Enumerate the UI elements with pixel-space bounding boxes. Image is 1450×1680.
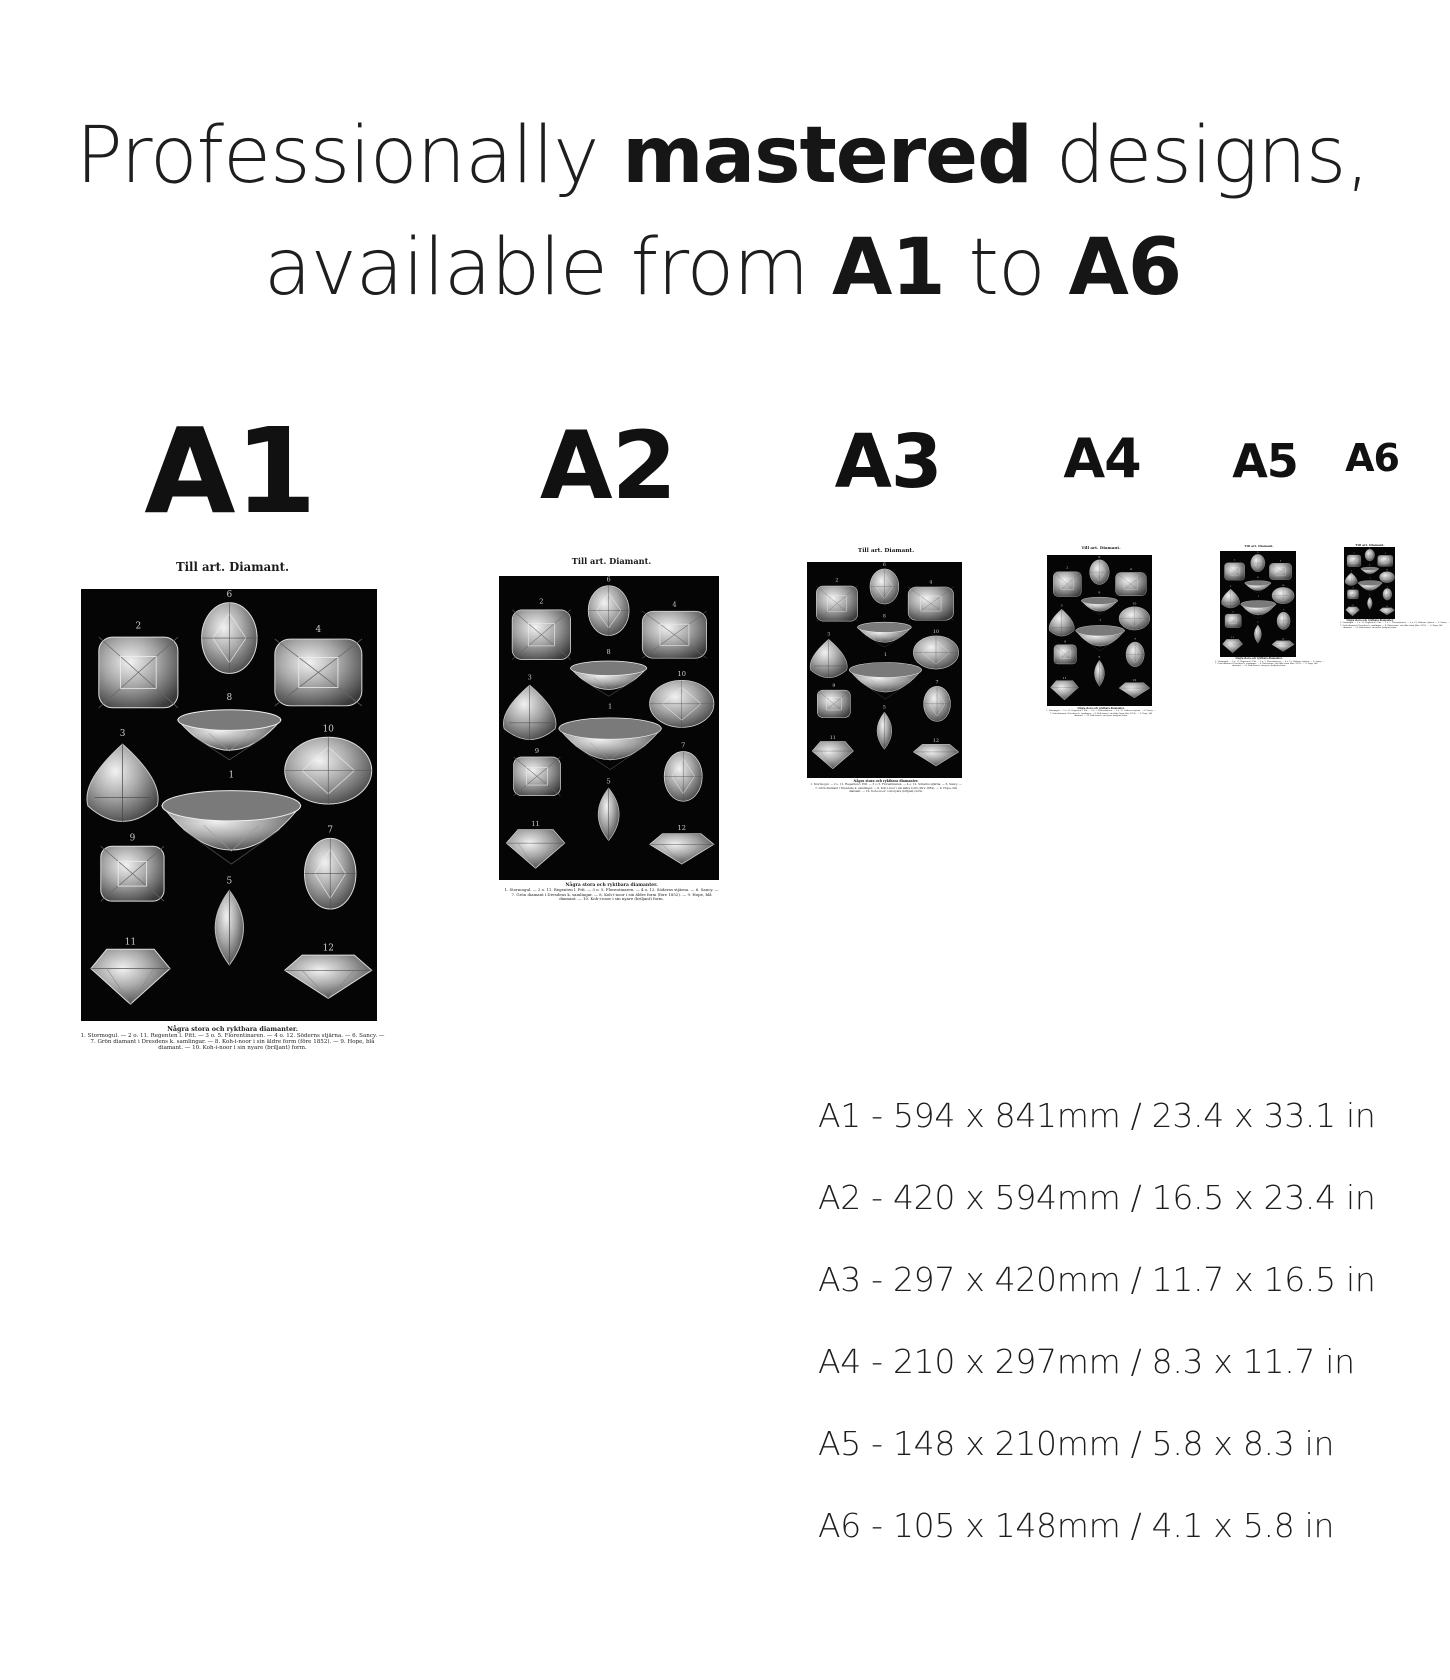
gem-number: 5 xyxy=(226,876,232,887)
gem-illustration xyxy=(1254,621,1261,643)
gem-illustration xyxy=(1054,566,1082,597)
poster-title: Till art. Diamant. xyxy=(1355,542,1385,547)
size-label-a1: A1 xyxy=(144,402,316,540)
gem-illustration xyxy=(908,580,953,621)
gem-illustration xyxy=(1272,584,1294,604)
gem-illustration xyxy=(877,705,892,749)
caption-title: Några stora och ryktbara diamanter. xyxy=(853,779,919,784)
gem-number: 2 xyxy=(135,621,141,632)
gem-number: 11 xyxy=(531,820,541,829)
caption-line: diamant. — 10. Koh-i-noor i sin nyare (briljant) form. xyxy=(1343,626,1397,629)
gem-illustration xyxy=(162,770,300,864)
gem-illustration xyxy=(87,729,158,822)
gem-illustration xyxy=(870,562,899,604)
caption-line: diamant. — 10. Koh-i-noor i sin nyare (briljant) form. xyxy=(158,1045,307,1052)
gem-number: 8 xyxy=(1257,576,1259,580)
diamond-plate-svg xyxy=(81,589,378,1021)
poster-a5 xyxy=(1215,543,1325,673)
headline-text: designs, xyxy=(1031,111,1370,201)
gem-number: 3 xyxy=(527,673,533,682)
caption-line: 1. Stormogul. — 2 o. 11. Regenten l. Pitt. — 3 o. 5. Florentinaren. — 4 o. 12. Söderns stjärna. — 6. Sancy. — xyxy=(504,887,719,893)
caption-line: 7. Grön diamant i Dresdens k. samlingar. — 8. Koh-i-noor i sin äldre form (före 1852). — 9. Hope, blå xyxy=(90,1038,375,1045)
gem-illustration xyxy=(650,670,714,727)
caption-line: 1. Stormogul. — 2 o. 11. Regenten l. Pitt. — 3 o. 5. Florentinaren. — 4 o. 12. Söderns stjärna. — 6. Sancy. — xyxy=(80,1032,385,1039)
gem-number: 4 xyxy=(929,580,933,586)
caption-line: 1. Stormogul. — 2 o. 11. Regenten l. Pitt. — 3 o. 5. Florentinaren. — 4 o. 12. Söderns stjärna. — 6. Sancy. — xyxy=(1046,710,1156,713)
gem-number: 1 xyxy=(228,770,234,781)
gem-number: 6 xyxy=(1098,555,1101,560)
gem-number: 9 xyxy=(129,833,135,844)
gem-number: 4 xyxy=(1384,554,1386,556)
gem-illustration xyxy=(1379,570,1394,583)
gem-illustration xyxy=(1345,571,1357,586)
gem-number: 2 xyxy=(1353,553,1355,555)
gem-number: 12 xyxy=(322,943,334,954)
gem-illustration xyxy=(588,576,629,636)
gem-illustration xyxy=(1367,595,1372,610)
caption-line: 7. Grön diamant i Dresdens k. samlingar. — 8. Koh-i-noor i sin äldre form (före 1852). — 9. Hope, blå xyxy=(511,891,712,897)
gem-number: 7 xyxy=(1134,637,1137,642)
gem-number: 9 xyxy=(535,747,540,755)
headline-bold-text: A1 xyxy=(831,223,945,313)
gem-number: 1 xyxy=(883,653,887,659)
gem-number: 8 xyxy=(1098,591,1101,596)
gem-illustration xyxy=(1360,565,1378,576)
gem-number: 8 xyxy=(1368,565,1370,567)
headline-bold-text: mastered xyxy=(622,111,1032,201)
gem-illustration xyxy=(284,943,371,998)
gem-number: 7 xyxy=(935,680,939,686)
gem-number: 12 xyxy=(1281,637,1285,641)
gem-number: 10 xyxy=(1385,571,1388,573)
size-spec-list xyxy=(818,1090,1418,1582)
gem-number: 1 xyxy=(608,702,613,711)
caption-line: diamant. — 10. Koh-i-noor i sin nyare (briljant) form. xyxy=(848,788,924,793)
gem-illustration xyxy=(598,778,619,841)
gem-illustration xyxy=(98,621,177,707)
poster-title: Till art. Diamant. xyxy=(1081,545,1121,551)
gem-illustration xyxy=(913,629,958,669)
caption-line: diamant. — 10. Koh-i-noor i sin nyare (briljant) form. xyxy=(1232,665,1286,668)
headline-bold-text: A6 xyxy=(1068,223,1182,313)
poster-title: Till art. Diamant. xyxy=(1244,543,1274,548)
gem-number: 11 xyxy=(1062,676,1067,681)
caption-line: 7. Grön diamant i Dresdens k. samlingar. — 8. Koh-i-noor i sin äldre form (före 1852). — 9. Hope, blå xyxy=(815,785,957,790)
gem-illustration xyxy=(1382,587,1391,601)
caption-line: diamant. — 10. Koh-i-noor i sin nyare (briljant) form. xyxy=(559,896,664,902)
poster-caption xyxy=(1040,708,1162,717)
gem-number: 7 xyxy=(1283,608,1285,612)
poster-caption xyxy=(1215,657,1325,668)
gem-number: 12 xyxy=(1385,607,1388,609)
gem-illustration xyxy=(1051,677,1079,701)
diamond-plate-svg xyxy=(1344,547,1396,619)
size-label-a6: A6 xyxy=(1345,436,1399,480)
gem-number: 7 xyxy=(327,825,333,836)
diamond-plate-illustration xyxy=(81,589,378,1021)
gem-illustration xyxy=(1076,618,1125,651)
gem-illustration xyxy=(1379,606,1394,615)
gem-number: 8 xyxy=(882,614,886,620)
gem-number: 1 xyxy=(1257,595,1260,599)
gem-number: 6 xyxy=(882,563,886,569)
size-label-a3: A3 xyxy=(834,419,942,505)
gem-illustration xyxy=(1347,553,1361,567)
gem-number: 5 xyxy=(882,706,886,712)
diamond-plate-illustration xyxy=(1344,547,1396,619)
gem-number: 10 xyxy=(1281,584,1285,587)
spec-row-a3: A3 - 297 x 420mm / 11.7 x 16.5 in xyxy=(818,1260,1376,1299)
gem-illustration xyxy=(1345,605,1359,616)
gem-illustration xyxy=(1049,604,1074,637)
gem-number: 10 xyxy=(322,724,334,735)
caption-line: 7. Grön diamant i Dresdens k. samlingar. — 8. Koh-i-noor i sin äldre form (före 1852). — 9. Hope, blå xyxy=(1049,712,1153,715)
poster-a4 xyxy=(1040,544,1162,729)
gem-number: 9 xyxy=(1352,589,1354,591)
poster-caption xyxy=(60,1026,405,1052)
caption-line: 7. Grön diamant i Dresdens k. samlingar. — 8. Koh-i-noor i sin äldre form (före 1852). — 9. Hope, blå xyxy=(1215,662,1318,665)
gem-illustration xyxy=(923,680,950,722)
gem-number: 3 xyxy=(1350,571,1352,573)
poster-title: Till art. Diamant. xyxy=(857,547,915,554)
gem-number: 2 xyxy=(835,579,839,584)
gem-illustration xyxy=(1119,602,1150,630)
gem-number: 10 xyxy=(932,630,939,636)
gem-illustration xyxy=(559,703,661,770)
gem-illustration xyxy=(215,876,243,964)
gem-number: 6 xyxy=(606,575,612,584)
gem-number: 2 xyxy=(1234,558,1236,562)
gem-illustration xyxy=(1082,591,1118,615)
gem-number: 3 xyxy=(1230,585,1232,589)
spec-row-a4: A4 - 210 x 297mm / 8.3 x 11.7 in xyxy=(818,1342,1355,1381)
gem-illustration xyxy=(1270,560,1292,580)
gem-number: 7 xyxy=(681,741,686,750)
diamond-plate-illustration xyxy=(1220,551,1296,657)
headline-text: Professionally xyxy=(75,111,623,201)
gem-number: 8 xyxy=(606,648,612,657)
gem-illustration xyxy=(1377,554,1392,567)
diamond-plate-svg xyxy=(807,562,962,777)
gem-number: 9 xyxy=(1064,640,1067,645)
caption-title: Några stora och ryktbara diamanter. xyxy=(1077,707,1125,711)
gem-illustration xyxy=(1095,655,1105,686)
gem-illustration xyxy=(1365,548,1375,562)
gem-number: 10 xyxy=(1132,602,1137,607)
caption-line: 7. Grön diamant i Dresdens k. samlingar. — 8. Koh-i-noor i sin äldre form (före 1852). — 9. Hope, blå xyxy=(1340,624,1443,627)
headline-text: available from xyxy=(263,223,832,313)
gem-number: 4 xyxy=(672,600,677,609)
gem-illustration xyxy=(643,601,707,659)
gem-number: 4 xyxy=(315,625,321,636)
headline-line-2 xyxy=(0,212,1445,324)
gem-illustration xyxy=(1347,588,1358,599)
gem-number: 5 xyxy=(606,777,612,786)
gem-number: 5 xyxy=(1257,621,1259,625)
spec-row-a6: A6 - 105 x 148mm / 4.1 x 5.8 in xyxy=(818,1506,1335,1545)
gem-illustration xyxy=(1223,636,1243,653)
gem-number: 2 xyxy=(1066,566,1069,571)
gem-illustration xyxy=(817,684,850,718)
diamond-plate-illustration xyxy=(807,562,962,777)
poster-a3 xyxy=(796,546,976,810)
gem-illustration xyxy=(514,747,561,796)
diamond-plate-illustration xyxy=(499,576,718,880)
gem-number: 11 xyxy=(829,736,836,742)
gem-number: 10 xyxy=(677,670,687,679)
poster-a6 xyxy=(1340,542,1450,630)
spec-row-a1: A1 - 594 x 841mm / 23.4 x 33.1 in xyxy=(818,1096,1376,1135)
gem-number: 5 xyxy=(1098,655,1101,660)
gem-number: 3 xyxy=(1060,603,1064,608)
poster-title: Till art. Diamant. xyxy=(571,555,652,566)
gem-illustration xyxy=(512,598,570,660)
gem-number: 6 xyxy=(1257,551,1259,554)
gem-number: 4 xyxy=(1130,567,1133,572)
gem-illustration xyxy=(507,820,565,868)
headline xyxy=(0,100,1445,324)
gem-illustration xyxy=(810,632,847,679)
gem-illustration xyxy=(1225,559,1245,580)
gem-illustration xyxy=(1358,578,1382,593)
diamond-plate-svg xyxy=(1047,555,1152,706)
diamond-plate-svg xyxy=(1220,551,1296,657)
caption-title: Några stora och ryktbara diamanter. xyxy=(1346,619,1394,623)
gem-illustration xyxy=(1245,576,1271,593)
gem-number: 7 xyxy=(1386,587,1388,589)
gem-number: 3 xyxy=(826,632,830,638)
gem-number: 11 xyxy=(1231,636,1235,640)
gem-illustration xyxy=(1126,637,1144,667)
gem-number: 11 xyxy=(124,937,136,948)
gem-number: 9 xyxy=(832,684,836,690)
gem-number: 5 xyxy=(1368,596,1370,598)
caption-title: Några stora och ryktbara diamanter. xyxy=(565,882,658,888)
gem-number: 11 xyxy=(1351,606,1354,608)
gem-number: 6 xyxy=(226,589,232,600)
gem-illustration xyxy=(1116,568,1147,597)
gem-illustration xyxy=(275,625,362,706)
diamond-plate-svg xyxy=(499,576,718,880)
gem-illustration xyxy=(913,738,958,766)
gem-illustration xyxy=(304,825,355,909)
gem-illustration xyxy=(284,724,371,804)
gem-illustration xyxy=(1222,585,1240,608)
poster-caption xyxy=(796,780,976,793)
caption-line: 1. Stormogul. — 2 o. 11. Regenten l. Pitt. — 3 o. 5. Florentinaren. — 4 o. 12. Söderns stjärna. — 6. Sancy. — xyxy=(1215,660,1325,663)
gem-illustration xyxy=(816,578,857,621)
spec-row-a2: A2 - 420 x 594mm / 16.5 x 23.4 in xyxy=(818,1178,1376,1217)
gem-illustration xyxy=(1277,609,1290,630)
spec-row-a5: A5 - 148 x 210mm / 5.8 x 8.3 in xyxy=(818,1424,1335,1463)
poster-a1 xyxy=(60,556,405,1086)
caption-line: 1. Stormogul. — 2 o. 11. Regenten l. Pitt. — 3 o. 5. Florentinaren. — 4 o. 12. Söderns stjärna. — 6. Sancy. — xyxy=(810,782,962,787)
gem-number: 12 xyxy=(932,739,939,745)
poster-caption xyxy=(484,884,739,902)
caption-title: Några stora och ryktbara diamanter. xyxy=(167,1025,298,1034)
gem-illustration xyxy=(504,674,557,740)
size-label-a2: A2 xyxy=(539,412,677,521)
caption-line: 1. Stormogul. — 2 o. 11. Regenten l. Pitt. — 3 o. 5. Florentinaren. — 4 o. 12. Söderns stjärna. — 6. Sancy. — xyxy=(1340,622,1450,625)
gem-number: 12 xyxy=(677,824,687,833)
gem-number: 1 xyxy=(1369,578,1371,580)
gem-number: 9 xyxy=(1232,610,1235,614)
size-label-a5: A5 xyxy=(1232,434,1298,488)
diamond-plate-illustration xyxy=(1047,555,1152,706)
gem-illustration xyxy=(849,652,921,699)
gem-number: 3 xyxy=(119,729,126,740)
gem-number: 2 xyxy=(539,597,544,606)
gem-illustration xyxy=(178,693,281,760)
gem-illustration xyxy=(571,648,647,696)
caption-line: diamant. — 10. Koh-i-noor i sin nyare (briljant) form. xyxy=(1074,714,1128,717)
gem-illustration xyxy=(201,590,256,674)
headline-line-1 xyxy=(0,100,1445,212)
poster-caption xyxy=(1340,619,1450,629)
size-label-a4: A4 xyxy=(1063,427,1141,490)
gem-illustration xyxy=(650,825,714,865)
gem-illustration xyxy=(857,614,911,648)
poster-a2 xyxy=(484,553,739,926)
gem-number: 8 xyxy=(226,692,232,703)
gem-illustration xyxy=(665,742,703,802)
gem-number: 4 xyxy=(1280,559,1282,563)
caption-title: Några stora och ryktbara diamanter. xyxy=(1235,657,1283,661)
gem-illustration xyxy=(1054,640,1076,664)
gem-illustration xyxy=(1225,611,1241,628)
headline-text: to xyxy=(944,223,1069,313)
gem-number: 12 xyxy=(1132,678,1137,683)
gem-illustration xyxy=(1272,638,1294,652)
gem-illustration xyxy=(1251,551,1265,572)
gem-number: 6 xyxy=(1368,548,1370,550)
gem-illustration xyxy=(100,833,163,901)
gem-illustration xyxy=(1241,595,1276,618)
gem-illustration xyxy=(1090,555,1110,585)
poster-title: Till art. Diamant. xyxy=(175,559,290,574)
gem-illustration xyxy=(1119,679,1150,699)
gem-number: 1 xyxy=(1099,618,1102,623)
gem-illustration xyxy=(91,937,170,1004)
gem-illustration xyxy=(812,735,853,769)
